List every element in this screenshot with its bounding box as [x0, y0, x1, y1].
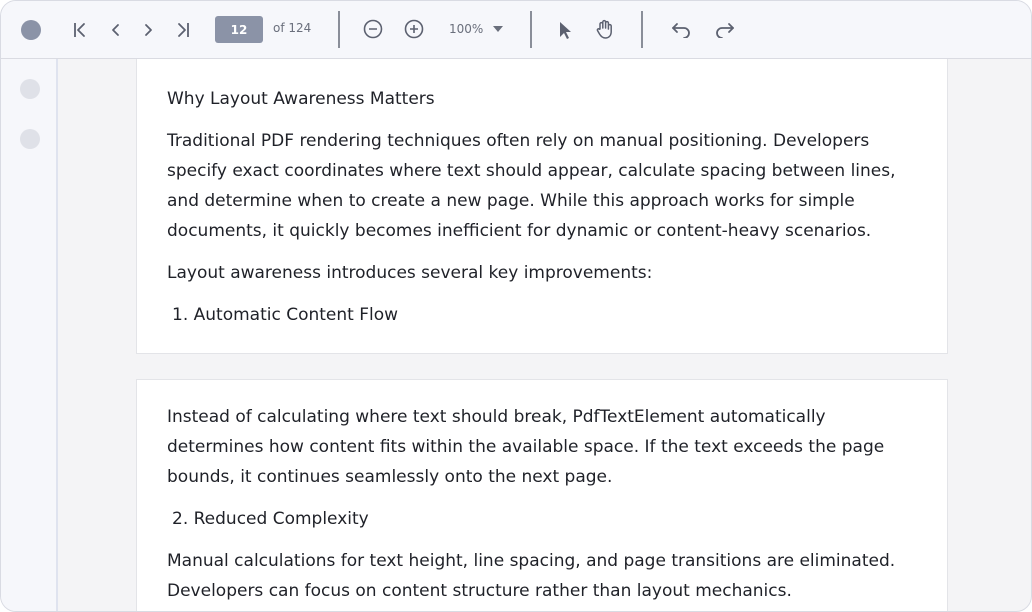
page-total-label: of 124 — [273, 21, 312, 35]
pointer-icon[interactable] — [554, 18, 576, 42]
first-page-icon[interactable] — [69, 19, 91, 41]
zoom-dropdown[interactable] — [449, 15, 503, 43]
sidebar-thumbnail-button[interactable] — [20, 79, 40, 99]
toolbar-divider — [641, 11, 643, 48]
toolbar-divider — [530, 11, 532, 48]
toolbar-divider — [338, 11, 340, 48]
toolbar — [1, 1, 1031, 59]
section-heading: Why Layout Awareness Matters — [167, 89, 435, 109]
zoom-in-icon[interactable] — [403, 18, 425, 40]
undo-icon[interactable] — [669, 18, 693, 40]
hand-icon[interactable] — [593, 17, 617, 41]
page-content — [167, 402, 907, 606]
sidebar-bookmark-button[interactable] — [20, 129, 40, 149]
paragraph: Layout awareness introduces several key improvements: — [167, 263, 653, 283]
list-item: 1. Automatic Content Flow — [172, 305, 399, 325]
page-content — [167, 84, 907, 330]
chevron-down-icon — [493, 26, 503, 32]
list-item: 2. Reduced Complexity — [172, 509, 369, 529]
sidebar — [1, 59, 58, 611]
zoom-out-icon[interactable] — [362, 18, 384, 40]
previous-page-icon[interactable] — [105, 19, 127, 41]
paragraph: Manual calculations for text height, line spacing, and page transitions are eliminated. Developers can focus on content structure rather than layout mechanics. — [167, 551, 896, 601]
document-page — [136, 379, 948, 612]
menu-dot-icon[interactable] — [20, 19, 42, 41]
next-page-icon[interactable] — [137, 19, 159, 41]
paragraph: Traditional PDF rendering techniques often rely on manual positioning. Developers specify exact coordinates where text should appear, calculate spacing between lines, and determine when to create a new page. While this approach works for simple documents, it quickly becomes inefficient for dynamic or content-heavy scenarios. — [167, 131, 896, 241]
paragraph: Instead of calculating where text should break, PdfTextElement automatically determines how content fits within the available space. If the text exceeds the page bounds, it continues seamlessly onto the next page. — [167, 407, 885, 487]
last-page-icon[interactable] — [172, 19, 194, 41]
redo-icon[interactable] — [713, 18, 737, 40]
current-page-input[interactable]: 12 — [215, 16, 263, 43]
zoom-level: 100% — [449, 22, 484, 36]
document-page — [136, 59, 948, 354]
